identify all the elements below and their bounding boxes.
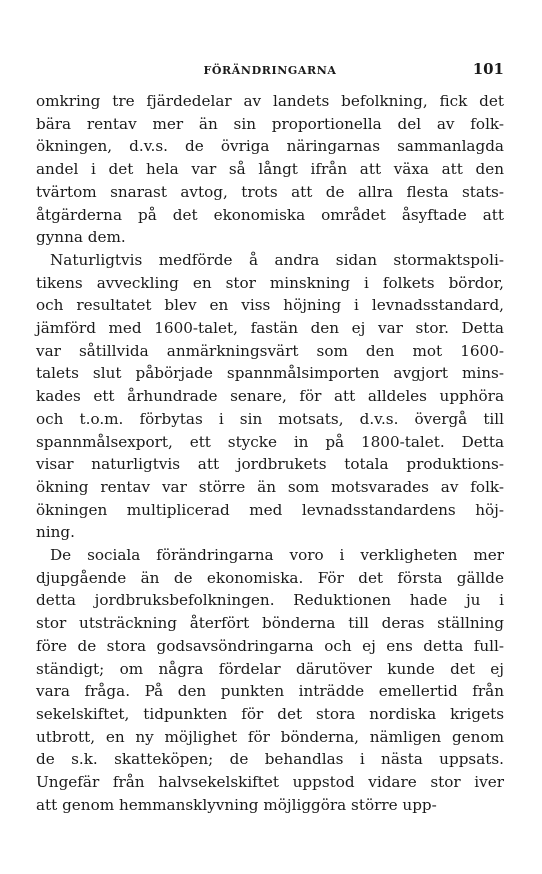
text-line: ökning rentav var större än som motsvarades av folk-: [36, 477, 504, 496]
text-line: omkring tre fjärdedelar av landets befolkning, fick det: [36, 92, 504, 110]
text-line: ständigt; om några fördelar därutöver kunde det ej: [36, 659, 504, 678]
text-line: stor utsträckning återfört bönderna till deras ställning: [36, 614, 504, 633]
running-title: FÖRÄNDRINGARNA: [203, 64, 337, 77]
text-line: De sociala förändringarna voro i verkligheten mer: [50, 546, 504, 565]
text-line: visar naturligtvis att jordbrukets totala produktions-: [36, 455, 504, 474]
body-text: [36, 90, 504, 817]
text-line: jämförd med 1600-talet, fastän den ej var stor. Detta: [36, 319, 504, 338]
text-line: att genom hemmansklyvning möjliggöra större upp-: [36, 795, 437, 814]
text-line: djupgående än de ekonomiska. För det första gällde: [36, 568, 504, 587]
text-line: och t.o.m. förbytas i sin motsats, d.v.s. övergå till: [36, 409, 504, 428]
text-line: spannmålsexport, ett stycke in på 1800-talet. Detta: [36, 432, 504, 451]
text-line: före de stora godsavsöndringarna och ej ens detta full-: [36, 636, 504, 655]
book-page: [36, 58, 504, 817]
text-line: utbrott, en ny möjlighet för bönderna, nämligen genom: [36, 727, 504, 746]
text-line: ökningen, d.v.s. de övriga näringarnas sammanlagda: [36, 137, 504, 156]
paragraph: [36, 544, 504, 816]
text-line: kades ett århundrade senare, för att alldeles upphöra: [36, 387, 504, 406]
text-line: andel i det hela var så långt ifrån att växa att den: [36, 160, 504, 179]
text-line: ökningen multiplicerad med levnadsstandardens höj-: [36, 500, 504, 519]
page-number: 101: [472, 60, 504, 78]
paragraph: [36, 90, 504, 249]
text-line: talets slut påbörjade spannmålsimporten avgjort mins-: [36, 364, 504, 383]
paragraph: [36, 249, 504, 544]
text-line: ning.: [36, 523, 75, 542]
text-line: sekelskiftet, tidpunkten för det stora nordiska krigets: [36, 704, 504, 723]
text-line: detta jordbruksbefolkningen. Reduktionen hade ju i: [36, 591, 504, 610]
text-line: de s.k. skatteköpen; de behandlas i nästa uppsats.: [36, 750, 504, 769]
text-line: Ungefär från halvsekelskiftet uppstod vidare stor iver: [36, 773, 504, 792]
text-line: gynna dem.: [36, 228, 126, 247]
text-line: åtgärderna på det ekonomiska området åsyftade att: [36, 205, 504, 224]
text-line: tikens avveckling en stor minskning i folkets bördor,: [36, 273, 504, 292]
text-line: var såtillvida anmärkningsvärt som den mot 1600-: [36, 341, 504, 360]
text-line: och resultatet blev en viss höjning i levnadsstandard,: [36, 296, 504, 315]
running-header: [36, 58, 504, 82]
text-line: tvärtom snarast avtog, trots att de allra flesta stats-: [36, 182, 504, 201]
text-line: vara fråga. På den punkten inträdde emellertid från: [36, 682, 504, 701]
text-line: bära rentav mer än sin proportionella del av folk-: [36, 114, 504, 133]
text-line: Naturligtvis medförde å andra sidan stormaktspoli-: [50, 250, 504, 269]
